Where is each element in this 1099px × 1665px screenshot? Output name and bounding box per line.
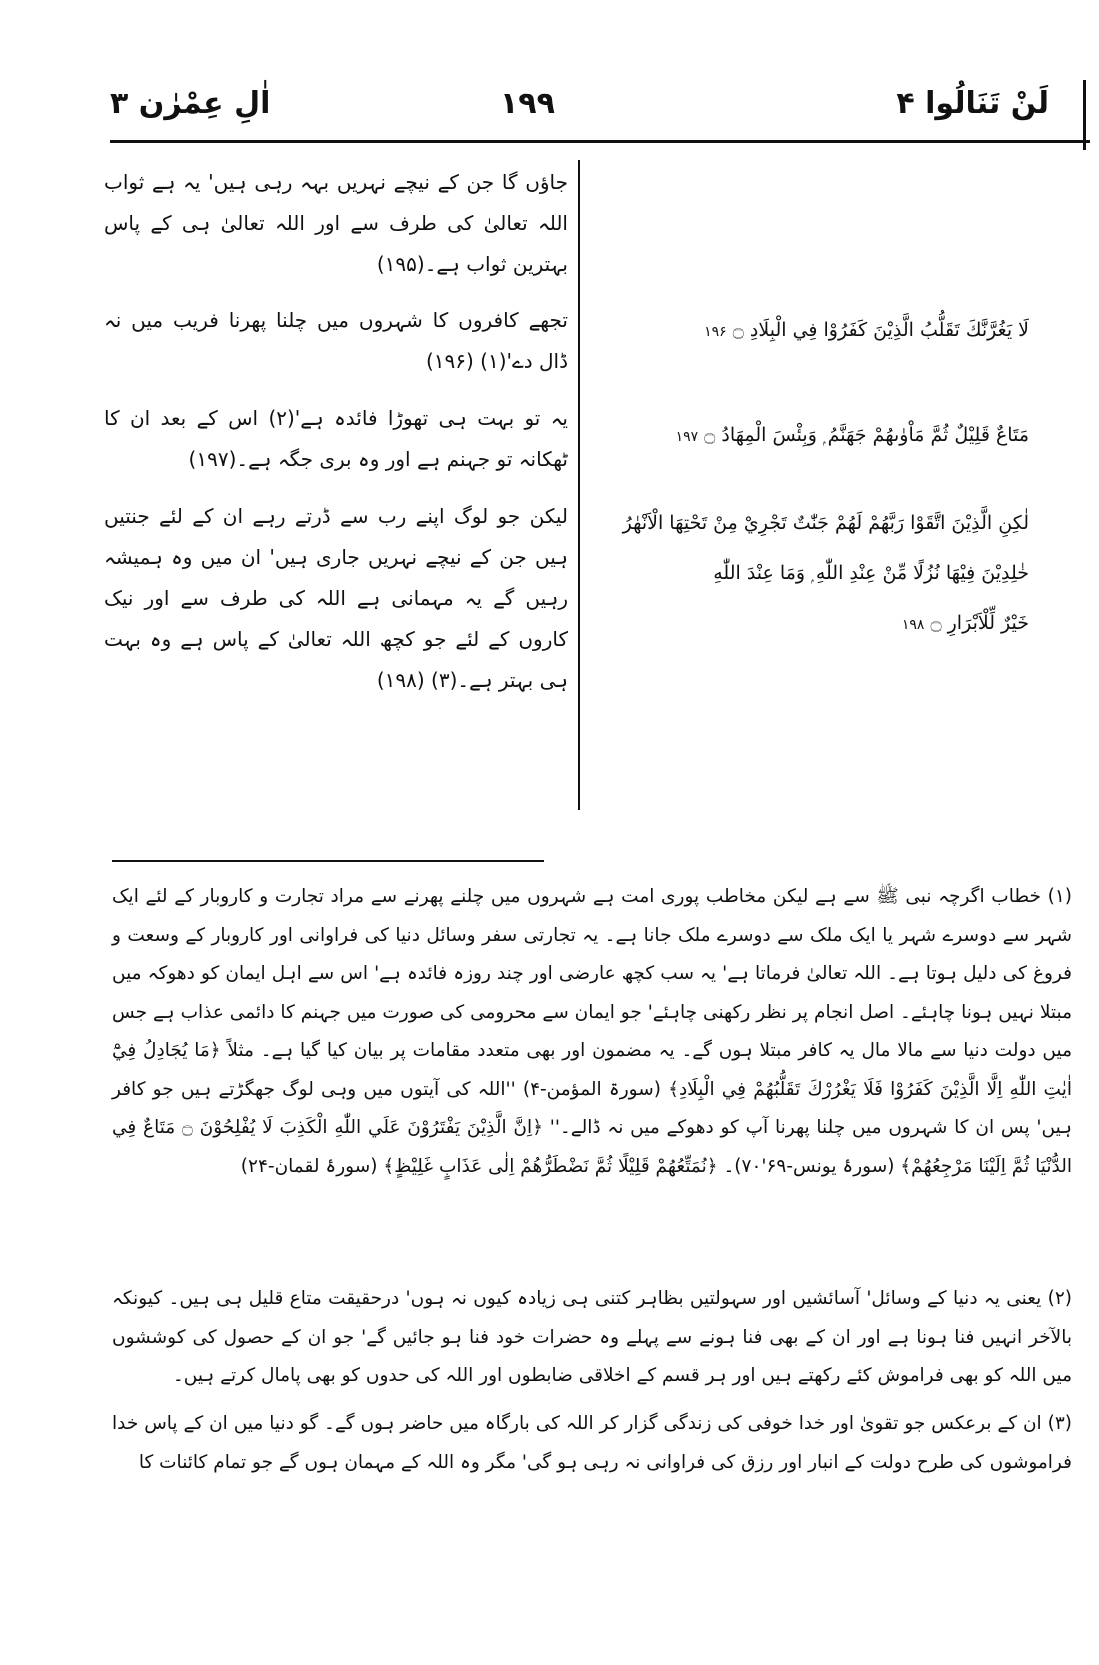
footnote-1: (۱) خطاب اگرچہ نبی ﷺ سے ہے لیکن مخاطب پوری امت ہے شہروں میں چلنے پھرنے سے مراد تجارت و کاروبار کے لئے ایک شہر سے دوسرے شہر یا ایک ملک سے دوسرے ملک جانا ہے۔ یہ تجارتی سفر وسائل دنیا کی فراوانی اور کاروبار کے وسعت و فروغ کی دلیل ہوتا ہے۔ اللہ تعالیٰ فرماتا ہے' یہ سب کچھ عارضی اور چند روزہ فائدہ ہے' اس سے اہل ایمان کو دھوکہ میں مبتلا نہیں ہونا چاہئے۔ اصل انجام پر نظر رکھنی چاہئے' جو ایمان سے محرومی کی صورت میں جہنم کا دائمی عذاب ہے جس میں دولت دنیا سے مالا مال یہ کافر مبتلا ہوں گے۔ یہ مضمون اور بھی متعدد مقامات پر بیان کیا گیا ہے۔ مثلاً ﴿مَا يُجَادِلُ فِيْٓ اٰيٰتِ اللّٰهِ اِلَّا الَّذِيْنَ كَفَرُوْا فَلَا يَغْرُرْكَ تَقَلُّبُهُمْ فِي الْبِلَادِ﴾ (سورۃ المؤمن-۴) ''اللہ کی آیتوں میں وہی لوگ جھگڑتے ہیں جو کافر ہیں' پس ان کا شہروں میں چلنا پھرنا آپ کو دھوکے میں نہ ڈالے۔'' ﴿اِنَّ الَّذِيْنَ يَفْتَرُوْنَ عَلَي اللّٰهِ الْكَذِبَ لَا يُفْلِحُوْنَ ۝ مَتَاعٌ فِي الدُّنْيَا ثُمَّ اِلَيْنَا مَرْجِعُهُمْ﴾ (سورۂ یونس-۶۹'۷۰)۔ ﴿نُمَتِّعُهُمْ قَلِيْلًا ثُمَّ نَضْطَرُّهُمْ اِلٰى عَذَابٍ غَلِيْظٍ﴾ (سورۂ لقمان-۲۴) (112, 886, 1072, 1177)
arabic-verse-198-line-1: لٰكِنِ الَّذِيْنَ اتَّقَوْا رَبَّھُمْ لَھُمْ جَنّٰتٌ تَجْرِيْ مِنْ تَحْتِهَا الْاَنْهٰرُ (622, 512, 1029, 534)
page-number: ۱۹۹ (500, 86, 555, 121)
footnote-3: (۳) ان کے برعکس جو تقویٰ اور خدا خوفی کی زندگی گزار کر اللہ کی بارگاہ میں حاضر ہوں گے۔ گو دنیا میں ان کے پاس خدا فراموشوں کی طرح دولت کے انبار اور رزق کی فراوانی نہ رہی ہو گی' مگر وہ اللہ کے مہمان ہوں گے جو تمام کائنات کا (112, 1413, 1072, 1473)
verse-number-196: ۱۹۶ (704, 324, 727, 340)
arabic-verse-198-line-2: خٰلِدِيْنَ فِيْهَا نُزُلًا مِّنْ عِنْدِ اللّٰهِ ۭ وَمَا عِنْدَ اللّٰهِ (713, 562, 1029, 584)
arabic-verse-196 (559, 305, 1029, 357)
arabic-verse-198-line-3 (559, 598, 1029, 650)
column-divider (578, 160, 580, 810)
verse-number-197: ۱۹۷ (675, 429, 699, 445)
verse-number-198: ۱۹۸ (901, 617, 925, 633)
arabic-verse-197 (559, 410, 1029, 462)
juz-title: لَنْ تَنَالُوا ۴ (896, 86, 1049, 121)
header-rule (110, 140, 1090, 143)
arabic-verse-197-text: مَتَاعٌ قَلِيْلٌ ثُمَّ مَاْوٰىهُمْ جَهَنَّمُ ۭ وَبِئْسَ الْمِهَادُ ۝ (704, 424, 1029, 446)
footnote-rule (112, 860, 544, 862)
footnote-2: (۲) یعنی یہ دنیا کے وسائل' آسائشیں اور سہولتیں بظاہر کتنی ہی زیادہ کیوں نہ ہوں' درحقیقت متاع قلیل ہی ہیں۔ کیونکہ بالآخر انہیں فنا ہونا ہے اور ان کے بھی فنا ہونے سے پہلے وہ حضرات خود فنا ہو جائیں گے' جو ان کے حصول کی کوششوں میں اللہ کو بھی فراموش کئے رکھتے ہیں اور ہر قسم کے اخلاقی ضابطوں اور اللہ کی حدوں کو بھی پامال کرتے ہیں۔ (112, 1288, 1072, 1386)
translation-verse-197: یہ تو بہت ہی تھوڑا فائدہ ہے'(۲) اس کے بعد ان کا ٹھکانہ تو جہنم ہے اور وہ بری جگہ ہے۔(۱۹۷) (104, 406, 568, 471)
translation-verse-195: جاؤں گا جن کے نیچے نہریں بہہ رہی ہیں' یہ ہے ثواب اللہ تعالیٰ کی طرف سے اور اللہ تعالیٰ ہی کے پاس بہترین ثواب ہے۔(۱۹۵) (104, 170, 568, 276)
arabic-verse-198-line-3-text: خَيْرٌ لِّلْاَبْرَارِ ۝ (930, 612, 1029, 634)
surah-title: اٰلِ عِمْرٰن ۳ (110, 86, 271, 121)
arabic-verse-198 (559, 498, 1029, 650)
translation-verse-198: لیکن جو لوگ اپنے رب سے ڈرتے رہے ان کے لئے جنتیں ہیں جن کے نیچے نہریں جاری ہیں' ان میں وہ ہمیشہ رہیں گے یہ مہمانی ہے اللہ کی طرف سے اور نیک کاروں کے لئے جو کچھ اللہ تعالیٰ کے پاس ہے وہ بہت ہی بہتر ہے۔(۳) (۱۹۸) (104, 504, 568, 692)
arabic-verse-196-text: لَا يَغُرَّنَّكَ تَقَلُّبُ الَّذِيْنَ كَفَرُوْا فِي الْبِلَادِ ۝ (732, 319, 1029, 341)
translation-verse-196: تجھے کافروں کا شہروں میں چلنا پھرنا فریب میں نہ ڈال دے'(۱) (۱۹۶) (104, 308, 568, 373)
